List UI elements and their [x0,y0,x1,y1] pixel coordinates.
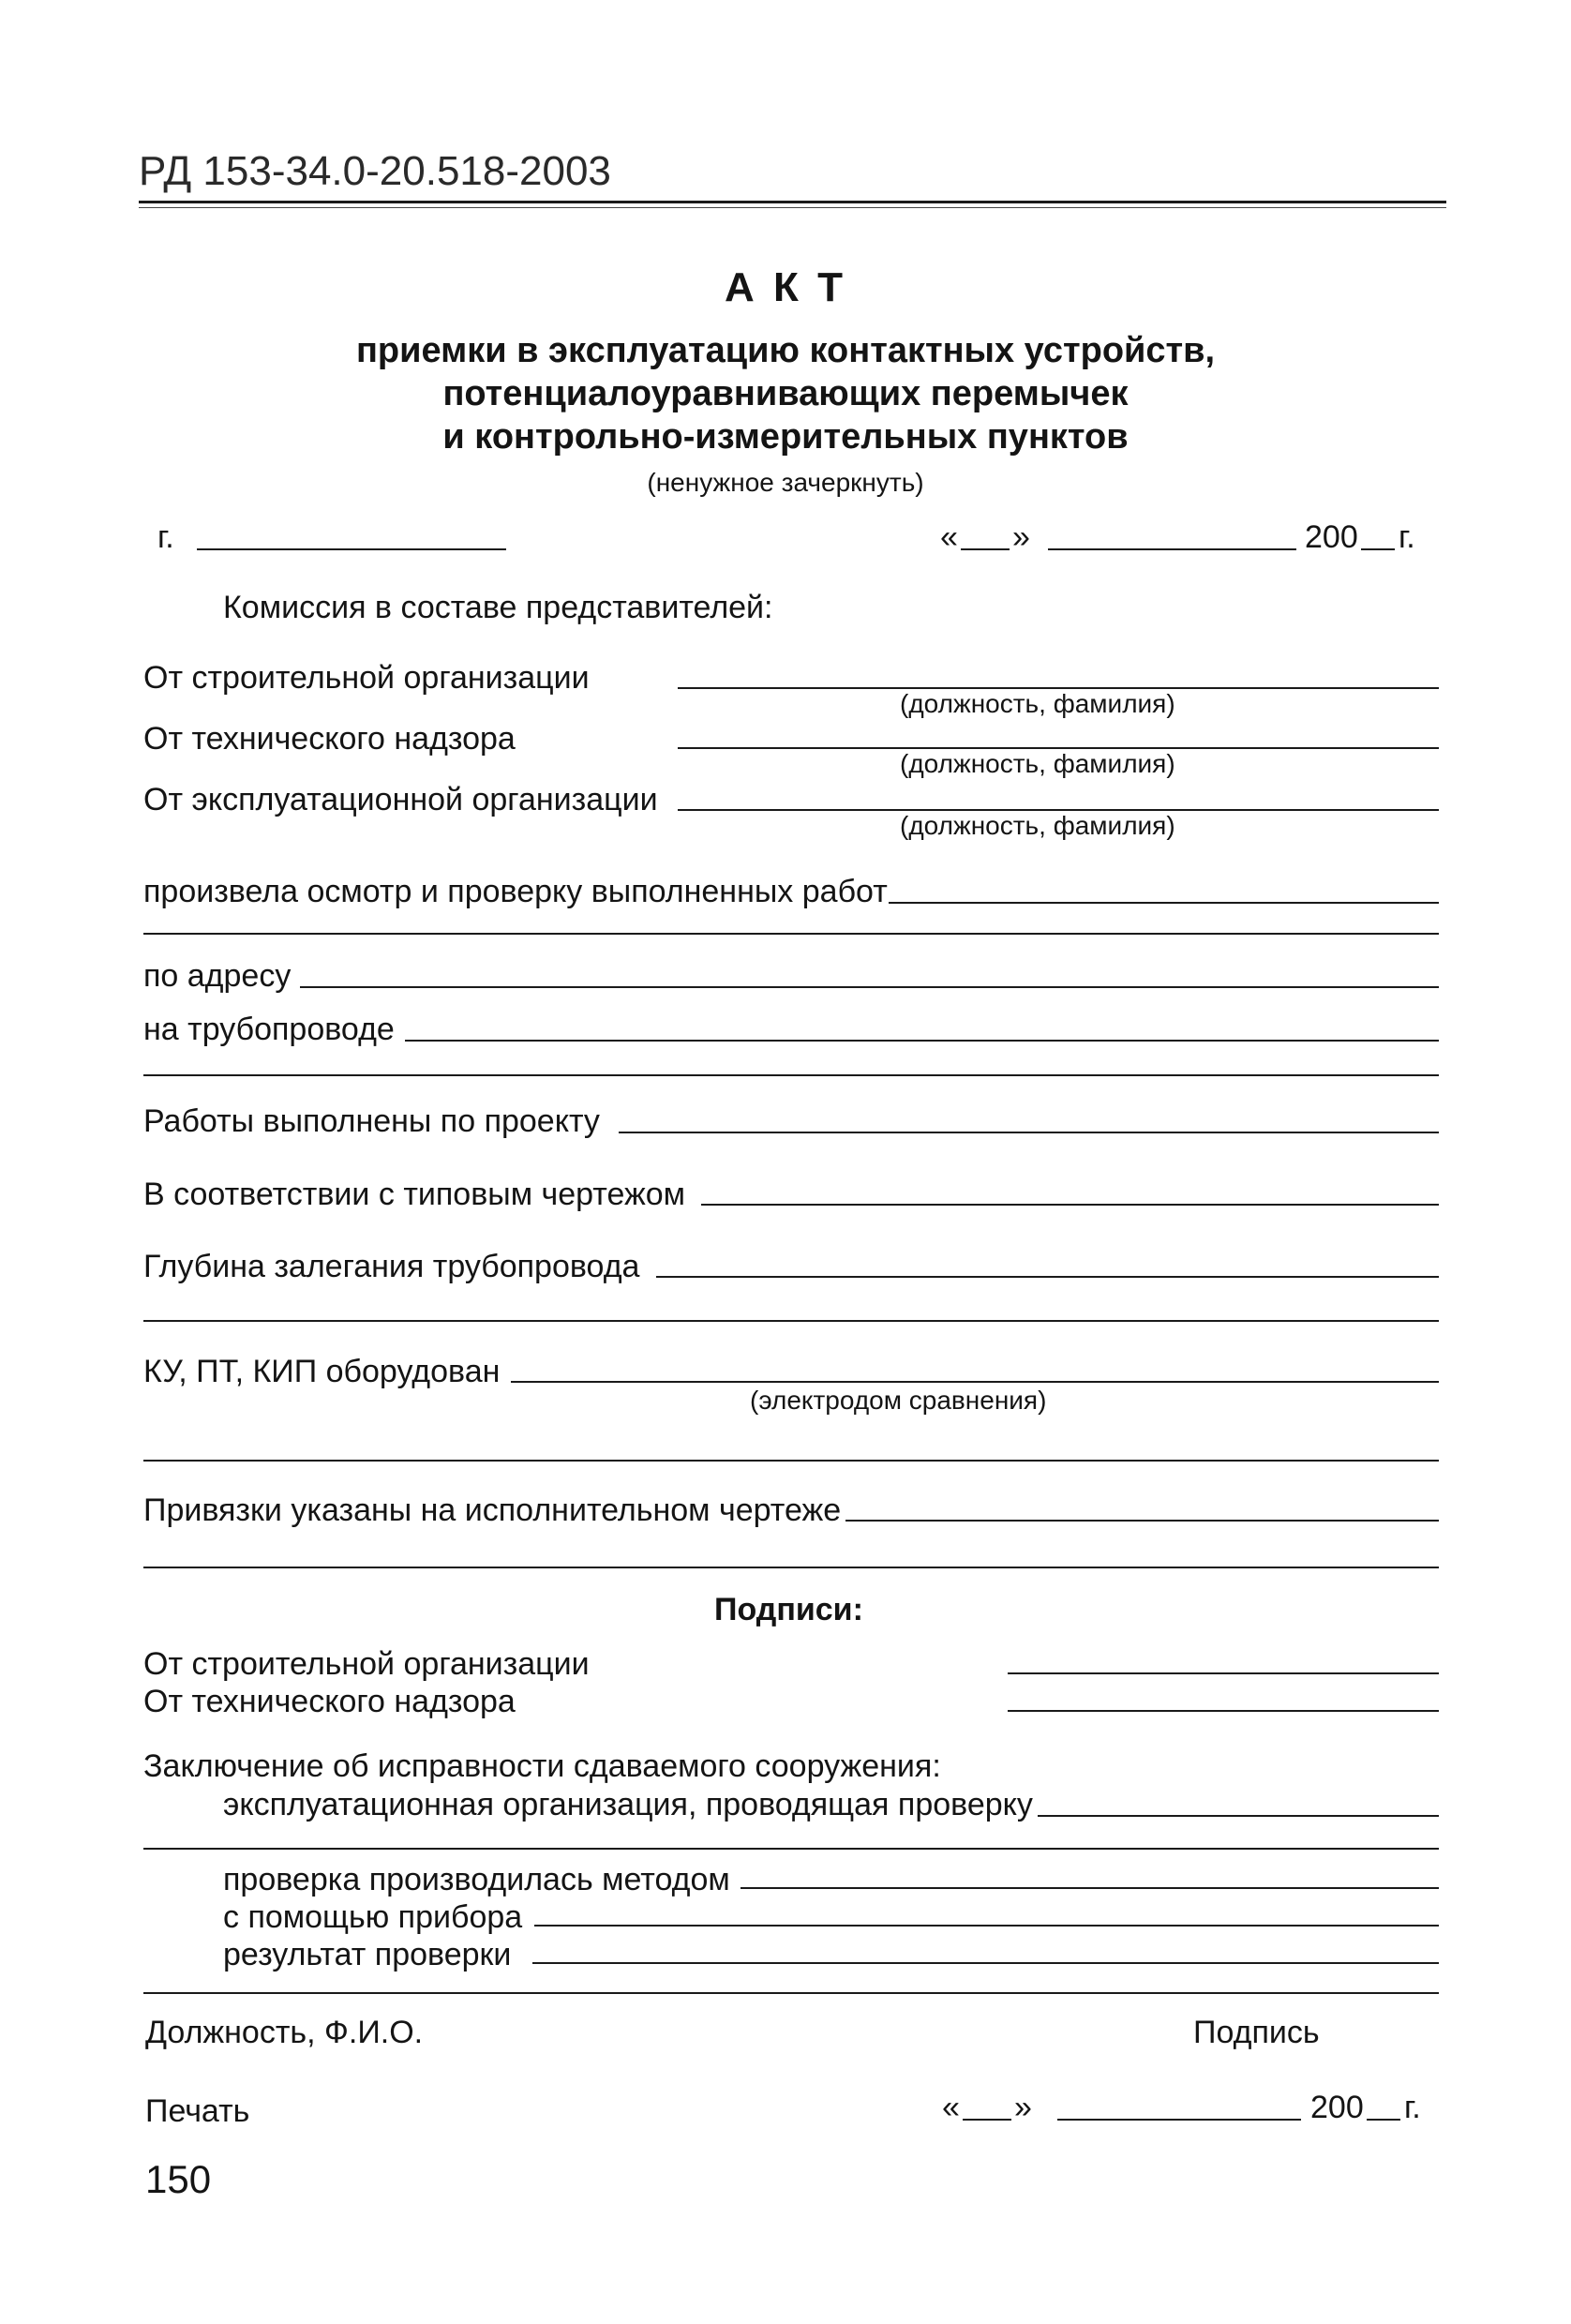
commission-construction-caption: (должность, фамилия) [900,689,1175,718]
bindings-label: Привязки указаны на исполнительном чертеже [143,1492,842,1528]
project-label: Работы выполнены по проекту [143,1103,600,1139]
stamp-label: Печать [145,2093,250,2129]
footer-date-year-prefix: 200 [1310,2090,1364,2125]
footer-date-year-suffix: г. [1404,2090,1421,2125]
conclusion-device-label: с помощью прибора [223,1899,523,1935]
date-quote-open: « [940,519,958,555]
signature-construction-label: От строительной организации [143,1646,590,1682]
commission-operation-caption: (должность, фамилия) [900,811,1175,840]
footer-date-quote-close: » [1014,2090,1032,2125]
header-rule [139,201,1446,203]
conclusion-org-field-continued[interactable] [143,1848,1439,1850]
footer-date-day-field[interactable] [963,2119,1011,2121]
inspection-field[interactable] [889,902,1439,904]
signatures-heading: Подписи: [714,1592,863,1627]
date-year-prefix: 200 [1305,519,1358,555]
act-title: А К Т [725,264,846,310]
date-day-field[interactable] [961,548,1010,550]
commission-operation-label: От эксплуатационной организации [143,782,658,817]
conclusion-result-field[interactable] [532,1962,1439,1964]
equipped-caption: (электродом сравнения) [750,1386,1047,1415]
depth-label: Глубина залегания трубопровода [143,1249,640,1284]
city-field[interactable] [197,548,506,550]
drawing-label: В соответствии с типовым чертежом [143,1177,686,1212]
header-rule-thin [139,207,1446,208]
conclusion-org-label: эксплуатационная организация, проводящая проверку [223,1787,1033,1822]
act-subtitle-line2: потенциалоуравнивающих перемычек [442,374,1129,413]
equipped-field[interactable] [511,1381,1439,1383]
signature-construction-field[interactable] [1008,1672,1439,1674]
document-code: РД 153-34.0-20.518-2003 [139,148,611,194]
pipeline-label: на трубопроводе [143,1012,395,1047]
footer-date-quote-open: « [942,2090,960,2125]
signature-supervision-field[interactable] [1008,1710,1439,1712]
signature-label: Подпись [1193,2015,1320,2050]
equipped-label: КУ, ПТ, КИП оборудован [143,1354,501,1389]
conclusion-method-field[interactable] [741,1887,1439,1889]
commission-construction-label: От строительной организации [143,660,590,696]
date-year-suffix: г. [1399,519,1415,555]
footer-date-year-field[interactable] [1367,2119,1400,2121]
commission-intro: Комиссия в составе представителей: [223,590,773,625]
commission-supervision-caption: (должность, фамилия) [900,749,1175,778]
depth-field[interactable] [656,1276,1439,1278]
pipeline-field[interactable] [405,1040,1439,1042]
city-prefix: г. [157,519,174,555]
signature-supervision-label: От технического надзора [143,1684,516,1719]
project-field[interactable] [619,1132,1439,1133]
commission-supervision-label: От технического надзора [143,721,516,757]
bindings-field[interactable] [845,1520,1439,1522]
date-year-field[interactable] [1361,548,1395,550]
conclusion-result-field-continued[interactable] [143,1992,1439,1994]
bindings-field-continued[interactable] [143,1567,1439,1568]
inspection-label: произвела осмотр и проверку выполненных работ [143,874,888,909]
address-label: по адресу [143,958,292,994]
drawing-field[interactable] [701,1204,1439,1206]
date-quote-close: » [1012,519,1030,555]
strike-note: (ненужное зачеркнуть) [647,468,924,497]
act-subtitle-line3: и контрольно-измерительных пунктов [442,417,1129,457]
act-subtitle-line1: приемки в эксплуатацию контактных устройств, [355,331,1216,370]
conclusion-device-field[interactable] [534,1925,1439,1927]
pipeline-field-continued[interactable] [143,1074,1439,1076]
conclusion-org-field[interactable] [1038,1815,1439,1817]
date-month-field[interactable] [1048,548,1296,550]
inspection-field-continued[interactable] [143,933,1439,935]
position-name-label: Должность, Ф.И.О. [145,2015,424,2050]
conclusion-method-label: проверка производилась методом [223,1862,730,1897]
conclusion-result-label: результат проверки [223,1937,512,1972]
conclusion-heading: Заключение об исправности сдаваемого сооружения: [143,1748,941,1784]
page-number: 150 [145,2157,212,2201]
footer-date-month-field[interactable] [1057,2119,1301,2121]
depth-field-continued[interactable] [143,1320,1439,1322]
equipped-field-continued[interactable] [143,1460,1439,1462]
address-field[interactable] [300,986,1439,988]
